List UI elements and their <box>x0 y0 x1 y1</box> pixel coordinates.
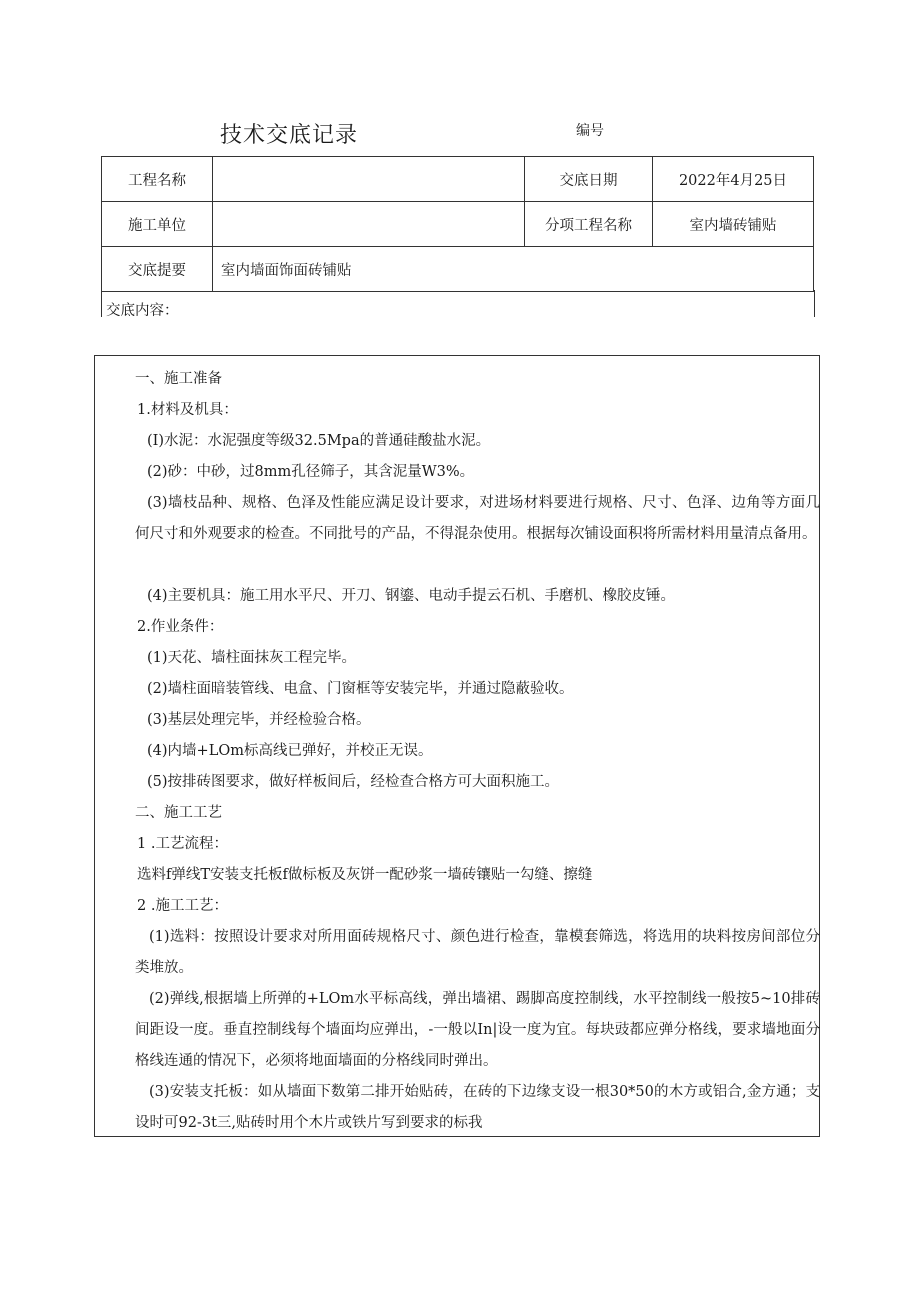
content-body <box>94 355 820 1137</box>
construction-unit-value <box>213 202 525 247</box>
technique-support-board: (3)安装支托板：如从墙面下数第二排开始贴砖，在砖的下边缘支设一根30*50的木方或铝合,金方通；支设时可92-3t三,贴砖时用个木片或铁片写到要求的标我 <box>135 1084 820 1131</box>
section-heading-process: 二、施工工艺 <box>135 805 222 821</box>
header-table <box>101 156 814 292</box>
document-number-label: 编号 <box>576 123 604 139</box>
header-row-summary <box>102 247 814 292</box>
project-name-value <box>213 157 525 202</box>
sub-project-value: 室内墙砖铺贴 <box>653 202 814 247</box>
condition-2: (2)墙柱面暗装管线、电盒、门窗框等安装完毕，并通过隐蔽验收。 <box>147 681 574 697</box>
condition-5: (5)按排砖图要求，做好样板间后，经检查合格方可大面积施工。 <box>147 774 560 790</box>
item-sand: (2)砂：中砂，过8mm孔径筛子，其含泥量W3%。 <box>147 464 475 480</box>
handover-date-label: 交底日期 <box>525 157 653 202</box>
condition-4: (4)内墙+LOm标高线已弹好，并校正无误。 <box>147 743 433 759</box>
subsection-workflow: 1 .工艺流程： <box>137 836 228 852</box>
summary-label: 交底提要 <box>102 247 213 292</box>
summary-value: 室内墙面饰面砖铺贴 <box>213 247 814 292</box>
workflow-steps: 选料f弹线T安装支托板f做标板及灰饼一配砂浆一墙砖镶贴一勾缝、擦缝 <box>137 867 593 883</box>
content-label-cell <box>101 290 815 317</box>
section-heading-preparation: 一、施工准备 <box>135 371 222 387</box>
technique-selection: (1)选料：按照设计要求对所用面砖规格尺寸、颜色进行检查，靠模套筛选，将选用的块料按房间部位分类堆放。 <box>135 929 820 976</box>
document-title: 技术交底记录 <box>220 123 359 148</box>
construction-unit-label: 施工单位 <box>102 202 213 247</box>
technique-marking: (2)弹线,根据墙上所弹的+LOm水平标高线，弹出墙裙、踢脚高度控制线，水平控制线一般按5~10排砖间距设一度。垂直控制线每个墙面均应弹出，-一般以In|设一度为宜。每块豉都应弹分格线，要求墙地面分格线连通的情况下，必须将地面墙面的分格线同时弹出。 <box>135 991 820 1069</box>
subsection-conditions: 2.作业条件： <box>137 619 224 635</box>
subsection-materials: 1.材料及机具： <box>137 402 238 418</box>
item-tools: (4)主要机具：施工用水平尺、开刀、钢鎏、电动手提云石机、手磨机、橡胶皮锤。 <box>147 588 676 604</box>
item-tiles: (3)墙枝品种、规格、色泽及性能应满足设计要求，对进场材料要进行规格、尺寸、色泽、边角等方面几何尺寸和外观要求的检查。不同批号的产品，不得混杂使用。根据每次铺设面积将所需材料用量清点备用。 <box>135 495 820 542</box>
condition-3: (3)基层处理完毕，并经检验合格。 <box>147 712 371 728</box>
sub-project-label: 分项工程名称 <box>525 202 653 247</box>
condition-1: (1)天花、墙柱面抹灰工程完毕。 <box>147 650 357 666</box>
item-cement: (I)水泥：水泥强度等级32.5Mpa的普通硅酸盐水泥。 <box>147 433 491 449</box>
content-label: 交底内容： <box>106 303 179 319</box>
handover-date-value: 2022年4月25日 <box>653 157 814 202</box>
subsection-technique: 2 .施工工艺： <box>137 898 228 914</box>
project-name-label: 工程名称 <box>102 157 213 202</box>
header-row-project <box>102 157 814 202</box>
header-row-unit <box>102 202 814 247</box>
